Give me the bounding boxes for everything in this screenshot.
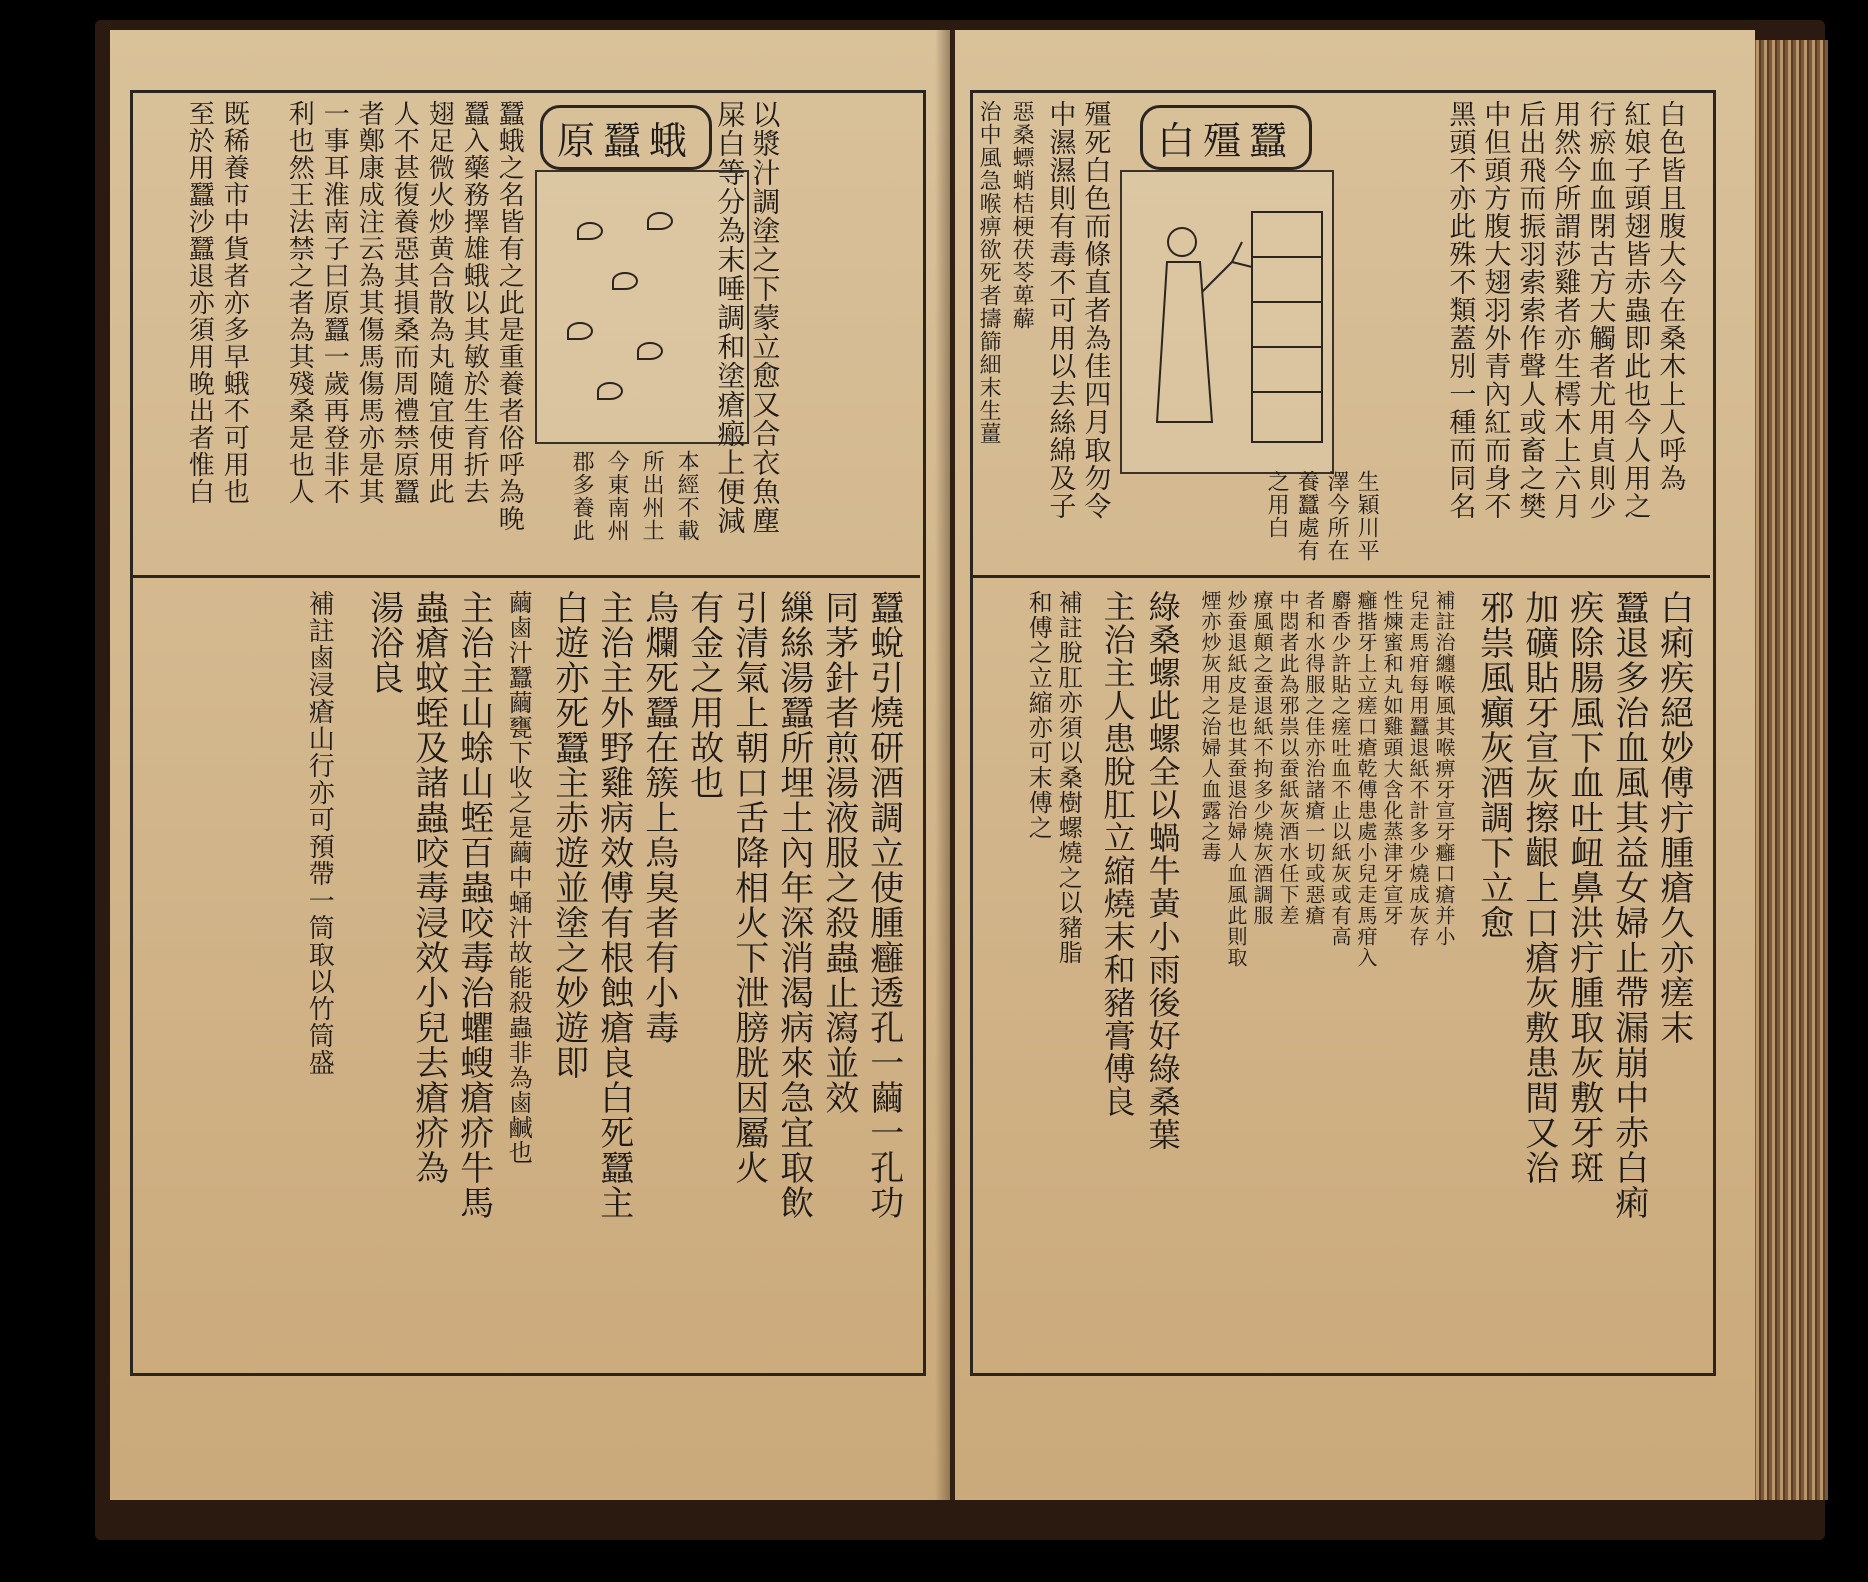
upper-column: 殭死白色而條直者為佳四月取勿令 (1079, 100, 1111, 520)
upper-column: 黑頭不亦此殊不類蓋別一種而同名 (1444, 100, 1476, 520)
lower-column: 湯浴良 (363, 590, 404, 695)
lower-column: 炒蚕退紙皮是也其蚕退治婦人血風此則取 (1224, 590, 1248, 968)
lower-column: 中悶者此為邪祟以蚕紙灰酒水任下差 (1276, 590, 1300, 926)
lower-column: 補註鹵浸瘡山行亦可預帶一筒取以竹筒盛 (304, 590, 335, 1076)
rack-illustration-icon (1252, 212, 1322, 442)
leaf-illustration-icon (637, 342, 663, 360)
title-baijiangcan: 白殭蠶 (1140, 105, 1312, 170)
lower-column: 疾除腸風下血吐衄鼻洪疔腫取灰敷牙斑 (1563, 590, 1604, 1185)
right-page (955, 30, 1755, 1500)
lower-column: 者和水得服之佳亦治諸瘡一切或惡瘡 (1302, 590, 1326, 926)
lower-column: 麝香少許貼之瘥吐血不止以紙灰或有高 (1328, 590, 1352, 947)
note-column: 澤今所在 (1324, 470, 1350, 562)
lower-column: 同茅針者煎湯液服之殺蟲止瀉並效 (818, 590, 859, 1115)
lower-column: 兒走馬疳每用蠶退紙不計多少燒成灰存 (1406, 590, 1430, 947)
upper-column: 紅娘子頭翅皆赤蟲即此也今人用之 (1619, 100, 1651, 520)
left-page (110, 30, 950, 1500)
upper-column: 者鄭康成注云為其傷馬傷馬亦是其 (354, 100, 385, 505)
upper-column: 利也然王法禁之者為其殘桑是也人 (284, 100, 315, 505)
upper-column: 治中風急喉痹欲死者擣篩細末生薑 (976, 100, 1002, 445)
leaf-illustration-icon (647, 212, 673, 230)
upper-column: 中濕濕則有毒不可用以去絲綿及子 (1044, 100, 1076, 520)
leaf-illustration-icon (567, 322, 593, 340)
figure-illustration-icon (1122, 172, 1332, 472)
lower-column: 加礦貼牙宣灰擦齦上口瘡灰敷患間又治 (1518, 590, 1559, 1185)
lower-column: 引清氣上朝口舌降相火下泄膀胱因屬火 (728, 590, 769, 1185)
lower-column: 性煉蜜和丸如雞頭大含化蒸津牙宣牙 (1380, 590, 1404, 926)
lower-column: 邪祟風癲灰酒調下立愈 (1473, 590, 1514, 940)
title-yuancane: 原蠶蛾 (540, 105, 712, 170)
upper-column: 行瘀血血閉古方大觸者尤用貞則少 (1584, 100, 1616, 520)
leaf-illustration-icon (612, 272, 638, 290)
upper-column: 中但頭方腹大翅羽外青內紅而身不 (1479, 100, 1511, 520)
upper-column: 蠶蛾之名皆有之此是重養者俗呼為晚 (494, 100, 525, 532)
lower-column: 蟲瘡蚊蛭及諸蟲咬毒浸效小兒去瘡疥為 (408, 590, 449, 1185)
lower-column: 白遊亦死蠶主赤遊並塗之妙遊即 (548, 590, 589, 1080)
lower-column: 烏爛死蠶在簇上烏臭者有小毒 (638, 590, 679, 1045)
upper-column: 后出飛而振羽索索作聲人或畜之樊 (1514, 100, 1546, 520)
note-column: 本經不載 (674, 450, 700, 542)
left-section-divider (130, 575, 920, 578)
lower-column: 繅絲湯蠶所埋土內年深消渴病來急宜取飲 (773, 590, 814, 1220)
note-column: 郡多養此 (569, 450, 595, 542)
leaf-illustration-icon (577, 222, 603, 240)
lower-column: 主治主外野雞病效傅有根蝕瘡良白死蠶主 (593, 590, 634, 1220)
upper-column: 白色皆且腹大今在桑木上人呼為 (1654, 100, 1686, 492)
lower-column: 繭鹵汁蠶繭甕下收之是繭中蛹汁故能殺蟲非為鹵鹹也 (504, 590, 533, 1165)
lower-column: 蠶蛻引燒研酒調立使腫癰透孔一繭一孔功 (863, 590, 904, 1220)
upper-column: 用然今所謂莎雞者亦生樗木上六月 (1549, 100, 1581, 520)
note-column: 之用白 (1264, 470, 1290, 539)
lower-column: 療風顛之蚕退紙不拘多少燒灰酒調服 (1250, 590, 1274, 926)
lower-column: 蠶退多治血風其益女婦止帶漏崩中赤白痢 (1608, 590, 1649, 1220)
lower-column: 主治主人患脫肛立縮燒末和豬膏傅良 (1098, 590, 1137, 1118)
note-column: 養蠶處有 (1294, 470, 1320, 562)
upper-column: 既稀養市中貨者亦多早蛾不可用也 (219, 100, 250, 505)
lower-column: 癰揩牙上立瘥口瘡乾傅患處小兒走馬疳入 (1354, 590, 1378, 968)
lower-column: 煙亦炒灰用之治婦人血露之毒 (1198, 590, 1222, 863)
lower-column: 白痢疾絕妙傅疔腫瘡久亦瘥末 (1653, 590, 1694, 1045)
upper-column: 人不甚復養惡其損桑而周禮禁原蠶 (389, 100, 420, 505)
lower-column: 主治主山蜍山蛭百蟲咬毒治蠷螋瘡疥牛馬 (453, 590, 494, 1220)
note-column: 所出州土 (639, 450, 665, 542)
lower-column: 補註治纏喉風其喉痹牙宣牙癰口瘡并小 (1432, 590, 1456, 947)
upper-column: 翅足微火炒黄合散為丸隨宜使用此 (424, 100, 455, 505)
upper-column: 一事耳淮南子曰原蠶一歲再登非不 (319, 100, 350, 505)
book-page-edges (1753, 40, 1828, 1500)
leaf-illustration-icon (597, 382, 623, 400)
upper-column: 以漿汁調塗之下蒙立愈又合衣魚塵 (748, 100, 782, 535)
lower-column: 有金之用故也 (683, 590, 724, 800)
lower-column: 綠桑螺此螺全以蝸牛黃小雨後好綠桑葉 (1143, 590, 1182, 1151)
lower-column: 和傅之立縮亦可末傅之 (1024, 590, 1053, 840)
note-column: 今東南州 (604, 450, 630, 542)
upper-column: 屎白等分為末唾調和塗瘡瘢上便減 (713, 100, 747, 535)
figure-with-rack-illustration (1120, 170, 1334, 474)
right-section-divider (970, 575, 1710, 578)
upper-column: 惡桑螵蛸桔梗茯苓萆薢 (1009, 100, 1035, 330)
upper-column: 蠶入藥務擇雄蛾以其敏於生育折去 (459, 100, 490, 505)
upper-column: 至於用蠶沙蠶退亦須用晚出者惟白 (184, 100, 215, 505)
note-column: 生穎川平 (1354, 470, 1380, 562)
lower-column: 補註脫肛亦須以桑樹螺燒之以豬脂 (1054, 590, 1083, 965)
